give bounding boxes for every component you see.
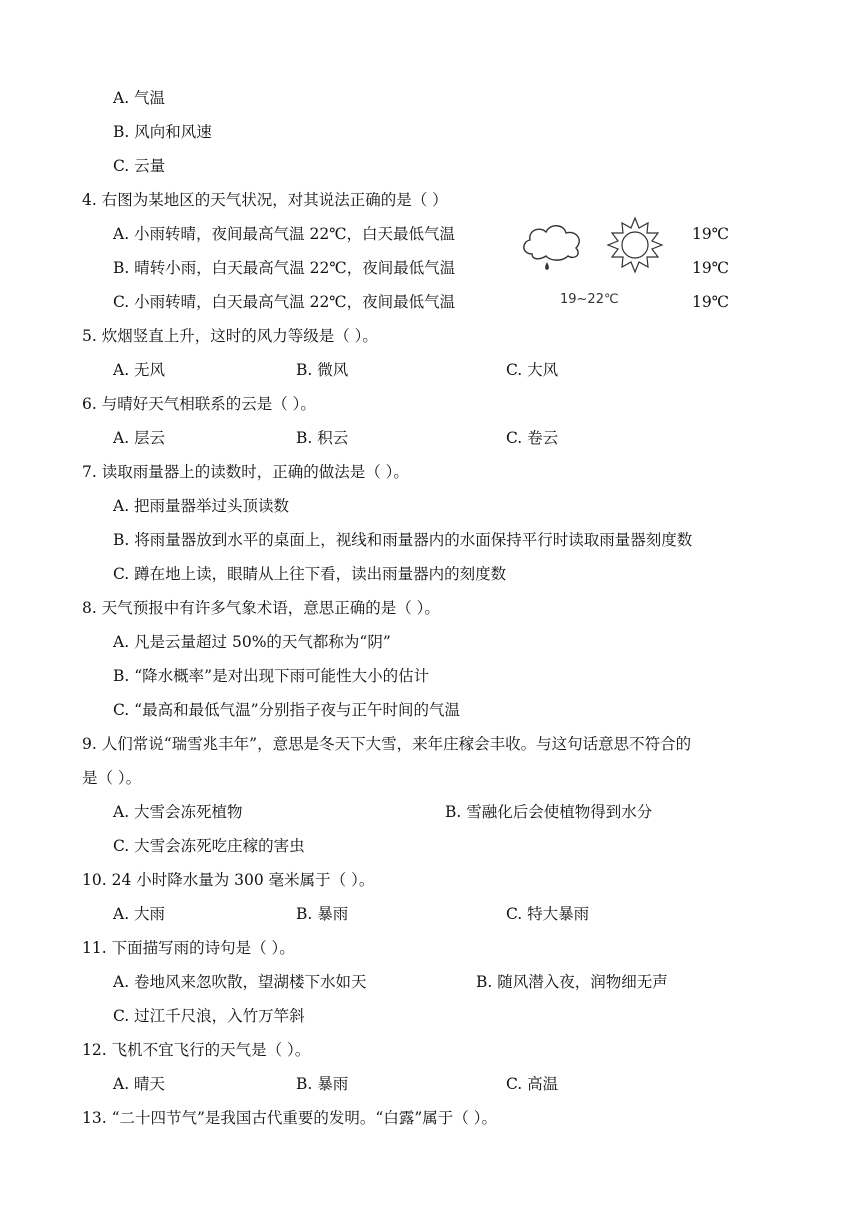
option-text: A. 层云 — [113, 429, 166, 447]
option-text: B. 晴转小雨，白天最高气温 22℃，夜间最低气温 — [113, 259, 456, 277]
question-stem: 4. 右图为某地区的天气状况，对其说法正确的是（ ） — [82, 191, 448, 209]
option-text: A. 卷地风来忽吹散，望湖楼下水如天 — [113, 973, 367, 991]
option-text: C. 云量 — [113, 157, 166, 175]
temp-range-label: 19~22℃ — [560, 292, 619, 307]
option-text: A. 把雨量器举过头顶读数 — [113, 497, 290, 515]
question-stem: 13. “二十四节气”是我国古代重要的发明。“白露”属于（ ）。 — [82, 1109, 497, 1127]
question-stem: 12. 飞机不宜飞行的天气是（ ）。 — [82, 1041, 311, 1059]
option-text: B. 微风 — [296, 361, 349, 379]
option-text-trail: 19℃ — [692, 293, 730, 311]
option-text: C. 大雪会冻死吃庄稼的害虫 — [113, 837, 305, 855]
option-text: B. 随风潜入夜，润物细无声 — [476, 973, 668, 991]
option-text: C. 卷云 — [506, 429, 559, 447]
option-text: A. 气温 — [113, 89, 166, 107]
option-text: C. 特大暴雨 — [506, 905, 590, 923]
option-text: C. 蹲在地上读，眼睛从上往下看，读出雨量器内的刻度数 — [113, 565, 507, 583]
question-stem: 11. 下面描写雨的诗句是（ ）。 — [82, 939, 295, 957]
option-text: B. 暴雨 — [296, 905, 349, 923]
option-text: A. 大雨 — [113, 905, 166, 923]
option-text: A. 大雪会冻死植物 — [113, 803, 243, 821]
sun-icon — [604, 214, 666, 276]
option-text: C. “最高和最低气温”分别指子夜与正午时间的气温 — [113, 701, 461, 719]
option-text: A. 晴天 — [113, 1075, 166, 1093]
option-text: C. 过江千尺浪，入竹万竿斜 — [113, 1007, 305, 1025]
question-stem: 7. 读取雨量器上的读数时，正确的做法是（ ）。 — [82, 463, 409, 481]
question-stem: 6. 与晴好天气相联系的云是（ ）。 — [82, 395, 316, 413]
option-text: B. 风向和风速 — [113, 123, 212, 141]
question-stem-cont: 是（ ）。 — [82, 769, 142, 787]
option-text: B. 暴雨 — [296, 1075, 349, 1093]
option-text: B. 将雨量器放到水平的桌面上，视线和雨量器内的水面保持平行时读取雨量器刻度数 — [113, 531, 693, 549]
question-stem: 5. 炊烟竖直上升，这时的风力等级是（ ）。 — [82, 327, 378, 345]
option-text: B. 雪融化后会使植物得到水分 — [445, 803, 653, 821]
question-stem: 8. 天气预报中有许多气象术语，意思正确的是（ ）。 — [82, 599, 440, 617]
option-text: C. 大风 — [506, 361, 559, 379]
option-text-trail: 19℃ — [692, 225, 730, 243]
rain-cloud-icon — [518, 218, 588, 278]
option-text: C. 高温 — [506, 1075, 559, 1093]
option-text: C. 小雨转晴，白天最高气温 22℃，夜间最低气温 — [113, 293, 456, 311]
question-stem: 10. 24 小时降水量为 300 毫米属于（ ）。 — [82, 871, 375, 889]
option-text: A. 凡是云量超过 50%的天气都称为“阴” — [113, 633, 391, 651]
option-text: A. 无风 — [113, 361, 166, 379]
question-stem: 9. 人们常说“瑞雪兆丰年”，意思是冬天下大雪，来年庄稼会丰收。与这句话意思不符合的 — [82, 735, 692, 753]
option-text-trail: 19℃ — [692, 259, 730, 277]
option-text: A. 小雨转晴，夜间最高气温 22℃，白天最低气温 — [113, 225, 456, 243]
option-text: B. “降水概率”是对出现下雨可能性大小的估计 — [113, 667, 430, 685]
option-text: B. 积云 — [296, 429, 349, 447]
